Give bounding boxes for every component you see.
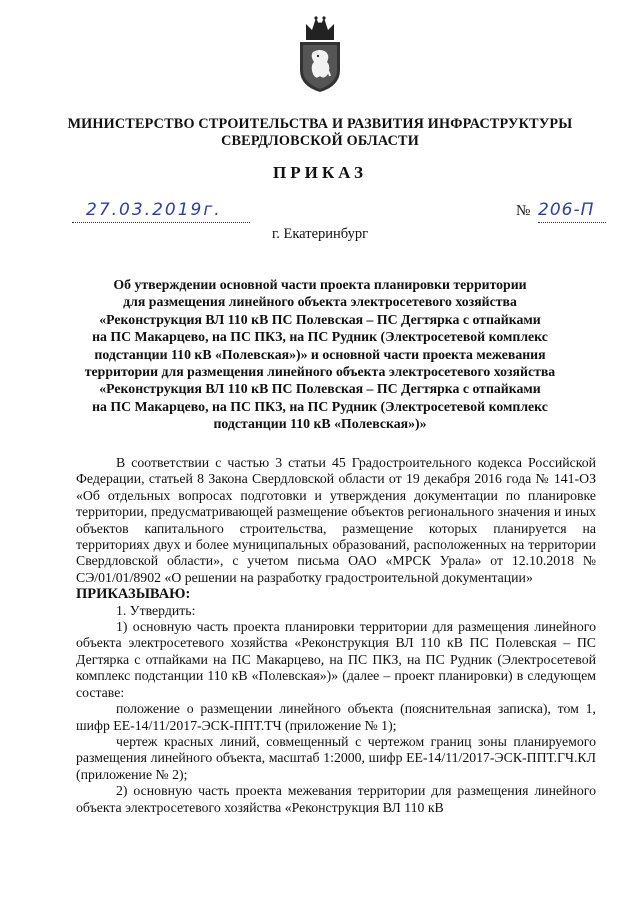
order-word: ПРИКАЗЫВАЮ: — [76, 586, 191, 603]
title-line: подстанции 110 кВ «Полевская»)» и основной части проекта межевания — [94, 346, 546, 362]
ministry-line-2: СВЕРДЛОВСКОЙ ОБЛАСТИ — [221, 133, 419, 149]
title-line: подстанции 110 кВ «Полевская»)» — [213, 416, 427, 432]
title-line: для размещения линейного объекта электросетевого хозяйства — [123, 294, 517, 310]
item-1-2: 2) основную часть проекта межевания территории для размещения линейного объекта электросетевого хозяйства «Реконструкция ВЛ 110 кВ — [76, 783, 596, 815]
ministry-name — [40, 116, 600, 150]
handwritten-number: 206-П — [538, 200, 595, 220]
document-type: ПРИКАЗ — [273, 163, 367, 182]
number-sign: № — [516, 203, 531, 219]
date-underline — [72, 222, 250, 223]
item-1-1-a: положение о размещении линейного объекта (пояснительная записка), том 1, шифр ЕЕ-14/11/2017-ЭСК-ППТ.ТЧ (приложение № 1); — [76, 701, 596, 733]
coat-of-arms-icon — [296, 14, 344, 94]
city-line: г. Екатеринбург — [271, 226, 369, 242]
item-1-1-b: чертеж красных линий, совмещенный с чертежом границ зоны планируемого размещения линейного объекта, масштаб 1:2000, шифр ЕЕ-14/11/2017-ЭСК-ППТ.ГЧ.КЛ (приложение № 2); — [76, 733, 596, 782]
order-title-block — [70, 276, 570, 433]
title-line: Об утверждении основной части проекта планировки территории — [113, 277, 527, 292]
item-1: 1. Утвердить: — [116, 602, 196, 618]
title-line: «Реконструкция ВЛ 110 кВ ПС Полевская – ПС Дегтярка с отпайками — [99, 311, 541, 327]
title-line: территории для размещения линейного объекта электросетевого хозяйства — [84, 364, 556, 380]
preamble-paragraph: В соответствии с частью 3 статьи 45 Градостроительного кодекса Российской Федерации, статьей 8 Закона Свердловской области от 19 декабря 2016 года № 141-ОЗ «Об отдельных вопросах подготовки и утверждения документации по планировке территории, предусматривающей размещение объектов регионального значения и иных объектов капитального строительства, размещение которых планируется на территориях двух и более муниципальных образований, расположенных на территории Свердловской области», с учетом письма ОАО «МРСК Урала» от 12.10.2018 № СЭ/01/01/8902 «О решении на разработку градостроительной документации» — [76, 455, 596, 585]
ministry-line-1: МИНИСТЕРСТВО СТРОИТЕЛЬСТВА И РАЗВИТИЯ ИНФРАСТРУКТУРЫ — [67, 116, 573, 132]
handwritten-date: 27.03.2019г. — [86, 200, 222, 220]
title-line: «Реконструкция ВЛ 110 кВ ПС Полевская – ПС Дегтярка с отпайками — [99, 381, 541, 397]
item-1-1: 1) основную часть проекта планировки территории для размещения линейного объекта электросетевого хозяйства «Реконструкция ВЛ 110 кВ ПС Полевская – ПС Дегтярка с отпайками на ПС Макарцево, на ПС ПКЗ, на ПС Рудник (Электросетевой комплекс подстанции 110 кВ «Полевская»)» (далее – проект планировки) в следующем составе: — [76, 619, 596, 700]
number-underline — [538, 222, 606, 223]
title-line: на ПС Макарцево, на ПС ПКЗ, на ПС Рудник (Электросетевой комплекс — [92, 398, 548, 414]
document-body — [76, 455, 596, 816]
title-line: на ПС Макарцево, на ПС ПКЗ, на ПС Рудник (Электросетевой комплекс — [92, 329, 548, 345]
